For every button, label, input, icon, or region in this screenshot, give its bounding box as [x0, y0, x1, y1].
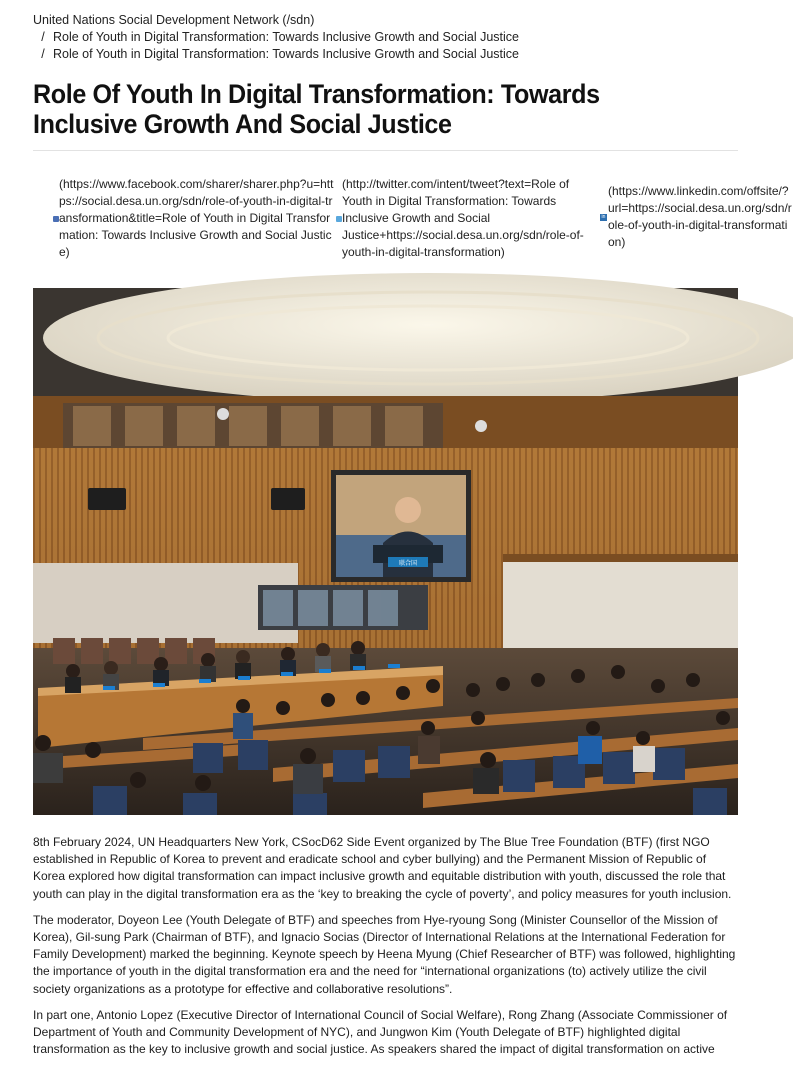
article-body	[33, 834, 738, 1067]
breadcrumb	[33, 12, 519, 63]
share-twitter[interactable]	[342, 176, 597, 261]
paragraph-3: In part one, Antonio Lopez (Executive Director of International Council of Social Welfare), Rong Zhang (Associate Commissioner of Department of Youth and Community Development of NYC), and Jungwon Kim (Youth Delegate of BTF) highlighted digital transformation as the key to inclusive growth and social justice. As speakers shared the impact of digital transformation on active	[33, 1007, 728, 1057]
twitter-icon	[336, 216, 342, 222]
linkedin-icon: in	[601, 214, 606, 220]
page-title: Role Of Youth In Digital Transformation: Towards Inclusive Growth And Social Justice	[33, 79, 600, 139]
share-linkedin[interactable]	[608, 183, 792, 253]
share-facebook[interactable]	[59, 176, 334, 261]
paragraph-2: The moderator, Doyeon Lee (Youth Delegate of BTF) and speeches from Hye-ryoung Song (Minister Counsellor of the Mission of Korea), Gil-sung Park (Chairman of BTF), and Ignacio Socias (Director of International Relations at the International Federation for Family Development) marked the beginning. Keynote speech by Heena Myung (Chief Researcher of BTF) was followed, highlighting the importance of youth in the digital transformation era and the need for “international organizations (to) actively utilize the civil society organizations as a prototype for effective and collaborative resolutions”.	[33, 912, 736, 996]
share-facebook-link[interactable]: (https://www.facebook.com/sharer/sharer.php?u=https://social.desa.un.org/sdn/role-of-youth-in-digital-transformation&title=Role of Youth in Digital Transformation: Towards Inclusive Growth and Social Justice)	[59, 177, 334, 259]
screen-caption: 联合国	[398, 560, 418, 567]
share-linkedin-link[interactable]: (https://www.linkedin.com/offsite/?url=https://social.desa.un.org/sdn/role-of-youth-in-digital-transformation)	[608, 184, 792, 249]
facebook-icon	[53, 216, 59, 222]
breadcrumb-separator: /	[41, 30, 45, 44]
breadcrumb-item-1[interactable]: Role of Youth in Digital Transformation: Towards Inclusive Growth and Social Justice	[53, 30, 519, 44]
paragraph-1: 8th February 2024, UN Headquarters New York, CSocD62 Side Event organized by The Blue Tree Foundation (BTF) (first NGO established in Republic of Korea to prevent and eradicate school and cyber bullying) and the Permanent Mission of Republic of Korea explored how digital transformation can impact inclusive growth and equitable distribution with youth, discussed the role that youth can play in the digital transformation era as the ‘key to breaking the cycle of poverty’, and policy measures for youth inclusion.	[33, 835, 732, 901]
breadcrumb-root-link[interactable]: United Nations Social Development Network (/sdn)	[33, 13, 315, 27]
breadcrumb-item-current: Role of Youth in Digital Transformation: Towards Inclusive Growth and Social Justice	[53, 47, 519, 61]
breadcrumb-separator: /	[41, 47, 45, 61]
event-photo	[33, 288, 738, 815]
title-divider	[33, 150, 738, 151]
share-twitter-link[interactable]: (http://twitter.com/intent/tweet?text=Role of Youth in Digital Transformation: Towards Inclusive Growth and Social Justice+https://social.desa.un.org/sdn/role-of-youth-in-digital-transformation)	[342, 177, 584, 259]
